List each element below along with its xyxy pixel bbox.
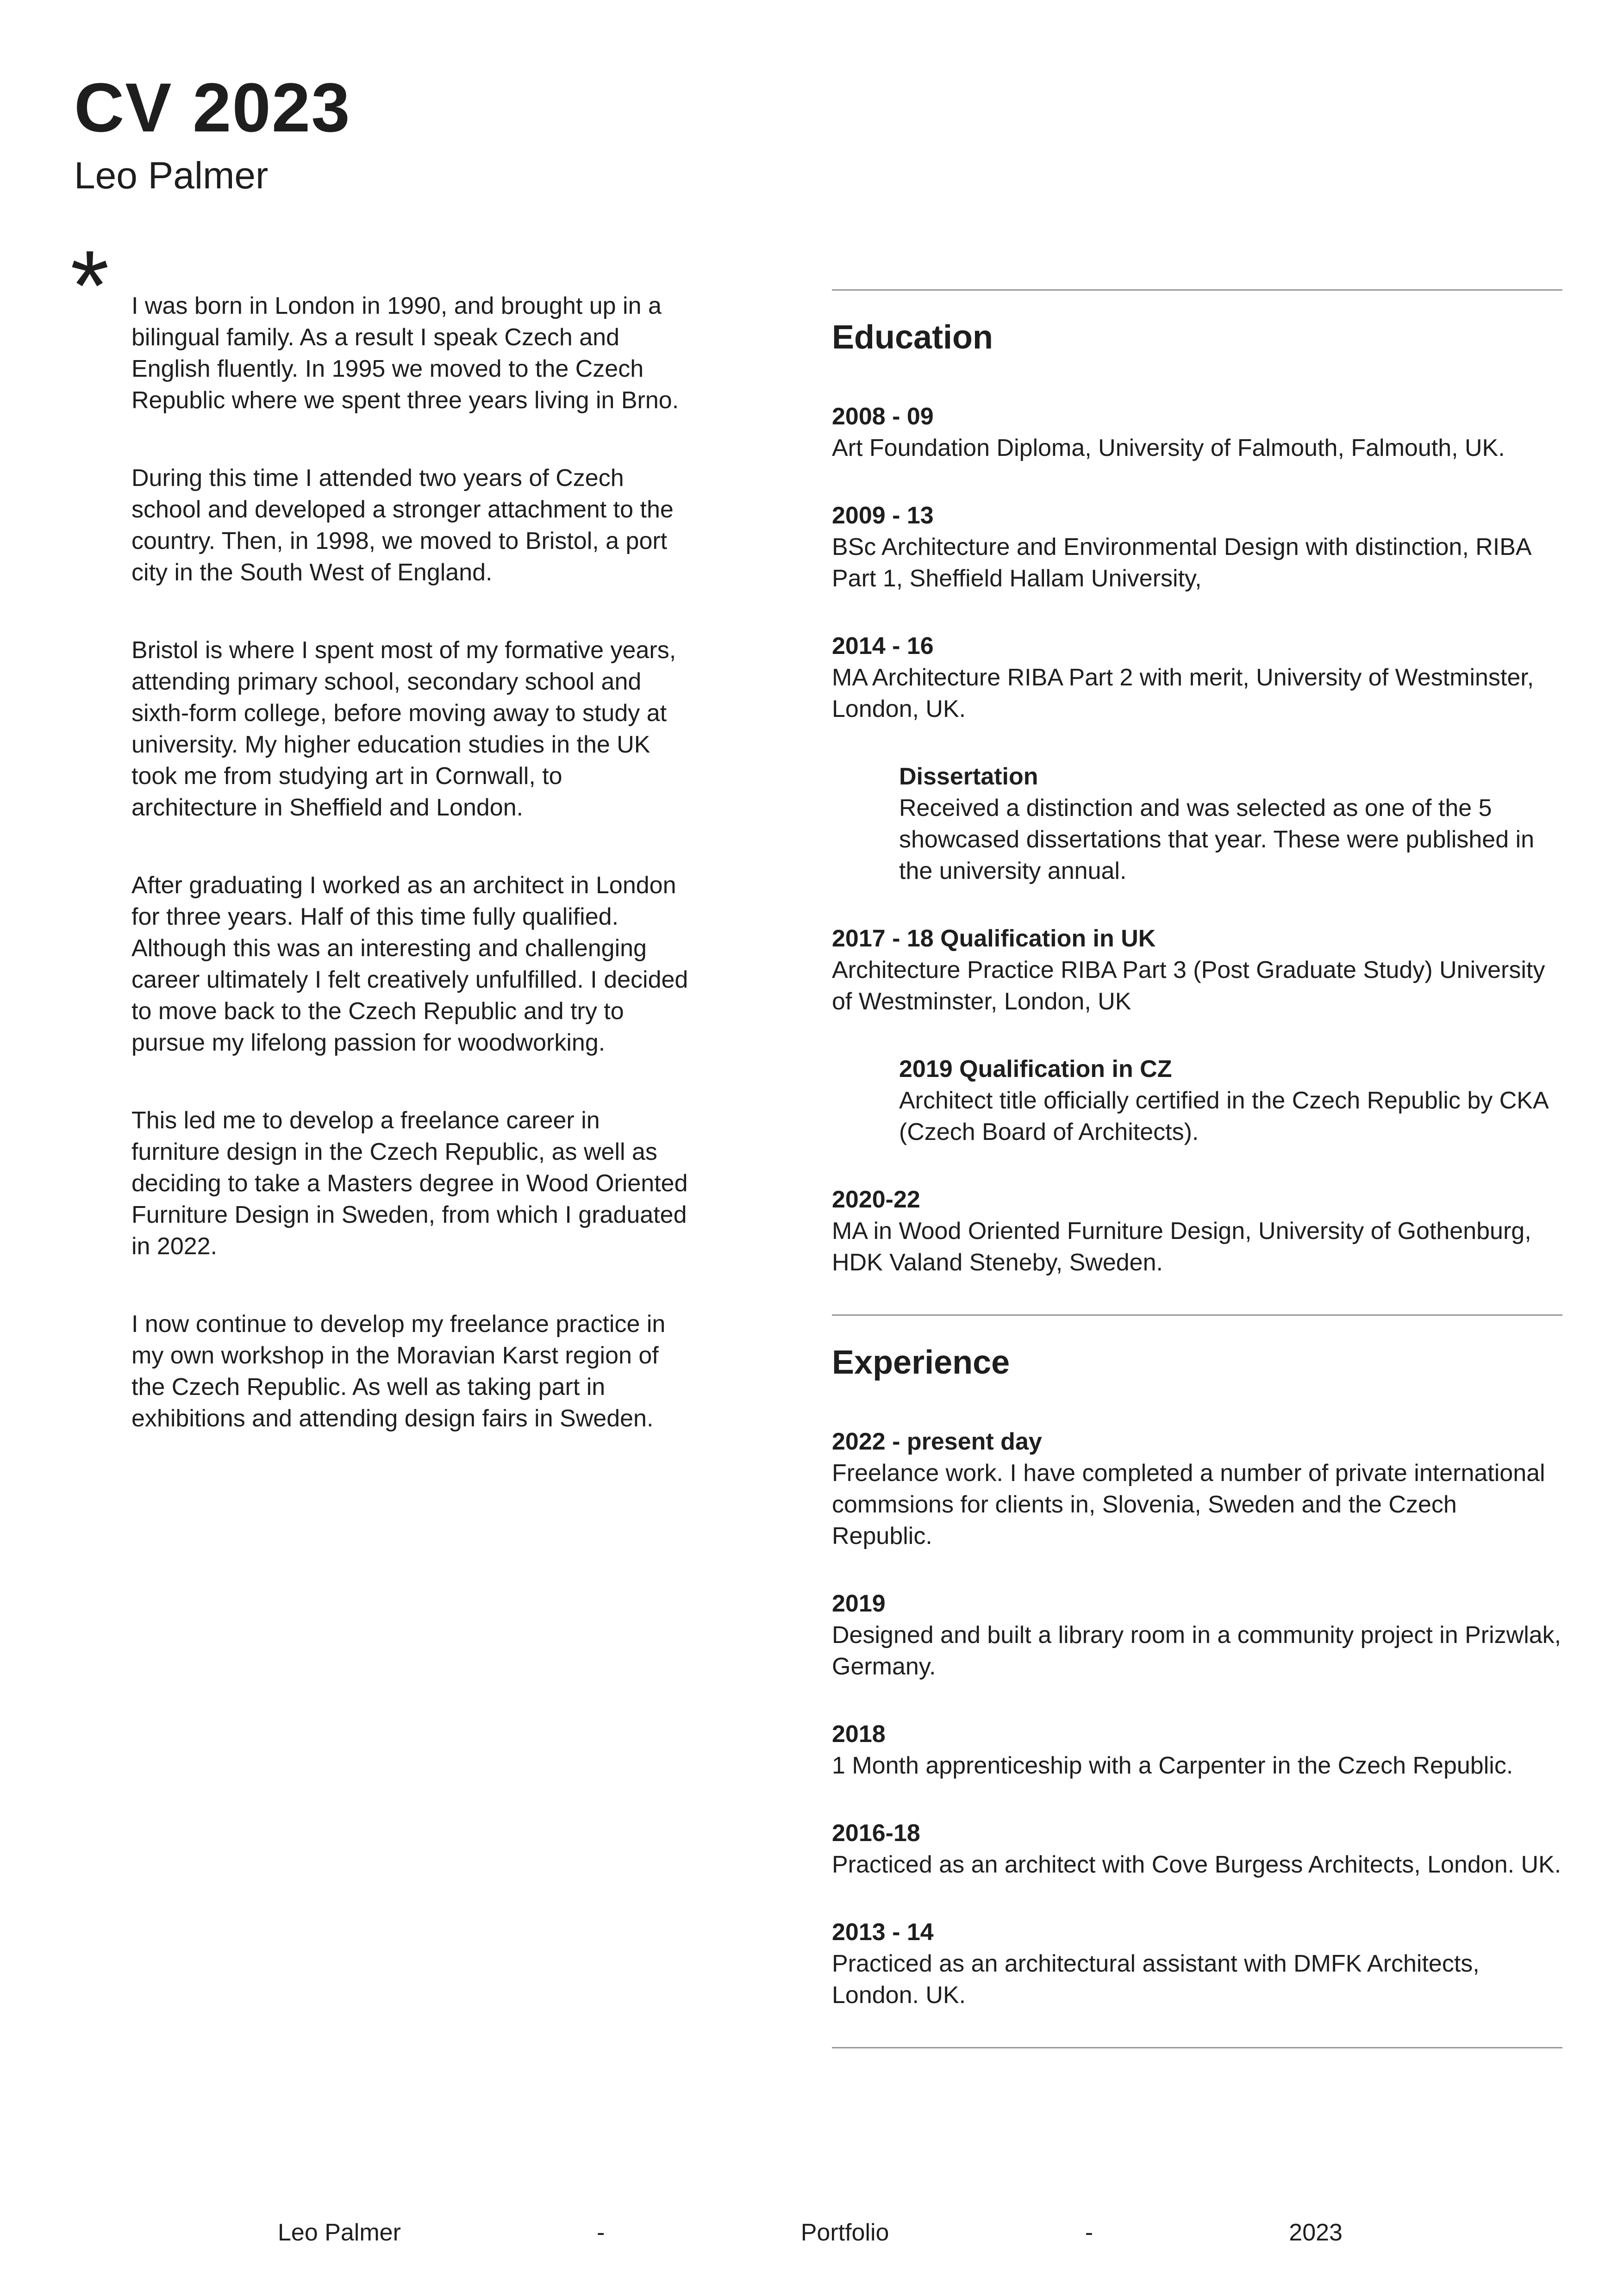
entry-description: MA in Wood Oriented Furniture Design, University of Gothenburg, HDK Valand Steneby, Sweden.: [832, 1217, 1531, 1276]
entry-period: 2008 - 09: [832, 403, 934, 430]
entry-period: 2016-18: [832, 1819, 920, 1847]
bio-paragraph: After graduating I worked as an architect in London for three years. Half of this time fully qualified. Although this was an interesting and challenging career ultimately I felt creatively unfulfilled. I decided to move back to the Czech Republic and try to pursue my lifelong passion for woodworking.: [131, 872, 688, 1057]
education-entries: [832, 401, 1562, 1278]
divider-middle: [832, 1314, 1562, 1316]
experience-entry: [832, 1817, 1562, 1880]
divider-bottom: [832, 2047, 1562, 2048]
entry-period: 2019 Qualification in CZ: [899, 1055, 1172, 1083]
footer: [278, 2217, 1343, 2248]
education-heading: Education: [832, 319, 993, 356]
entry-period: 2017 - 18 Qualification in UK: [832, 925, 1156, 952]
bio-section: [70, 230, 694, 1434]
footer-separator: -: [1085, 2219, 1093, 2246]
right-column: [832, 289, 1562, 2048]
footer-name: Leo Palmer: [278, 2219, 401, 2246]
entry-description: Received a distinction and was selected as one of the 5 showcased dissertations that year. These were published in the university annual.: [899, 794, 1535, 884]
education-entry: [832, 630, 1562, 725]
bio-paragraph: Bristol is where I spent most of my formative years, attending primary school, secondary school and sixth-form college, before moving away to study at university. My higher education studies in the UK took me from studying art in Cornwall, to architecture in Sheffield and London.: [131, 637, 676, 821]
experience-entries: [832, 1426, 1562, 2011]
education-entry: [832, 1184, 1562, 1278]
footer-separator: -: [597, 2219, 605, 2246]
left-column: [70, 68, 694, 1481]
entry-period: 2009 - 13: [832, 502, 934, 529]
education-entry: [832, 923, 1562, 1017]
entry-description: Architecture Practice RIBA Part 3 (Post Graduate Study) University of Westminster, London, UK: [832, 956, 1545, 1015]
experience-entry: [832, 1588, 1562, 1682]
experience-entry: [832, 1426, 1562, 1552]
bio-paragraph: I now continue to develop my freelance practice in my own workshop in the Moravian Karst region of the Czech Republic. As well as taking part in exhibitions and attending design fairs in Sweden.: [131, 1311, 666, 1432]
bio-paragraph: I was born in London in 1990, and brought up in a bilingual family. As a result I speak Czech and English fluently. In 1995 we moved to the Czech Republic where we spent three years living in Brno.: [131, 292, 679, 414]
experience-entry: [832, 1916, 1562, 2011]
education-entry: [899, 1053, 1562, 1148]
education-entry: [899, 761, 1562, 887]
footer-label: Portfolio: [800, 2219, 889, 2246]
education-entry: [832, 500, 1562, 594]
bio-paragraph: This led me to develop a freelance career in furniture design in the Czech Republic, as well as deciding to take a Masters degree in Wood Oriented Furniture Design in Sweden, from which I graduated in 2022.: [131, 1107, 688, 1260]
entry-period: 2019: [832, 1590, 886, 1617]
entry-period: 2022 - present day: [832, 1428, 1042, 1455]
asterisk-marker: *: [70, 230, 109, 342]
entry-period: 2013 - 14: [832, 1918, 934, 1946]
divider-top: [832, 289, 1562, 291]
entry-description: Practiced as an architectural assistant with DMFK Architects, London. UK.: [832, 1950, 1480, 2009]
entry-period: 2020-22: [832, 1186, 920, 1213]
entry-period: Dissertation: [899, 763, 1038, 790]
entry-description: MA Architecture RIBA Part 2 with merit, University of Westminster, London, UK.: [832, 664, 1534, 722]
bio-paragraphs: [131, 290, 694, 1434]
education-entry: [832, 401, 1562, 464]
bio-paragraph: During this time I attended two years of Czech school and developed a stronger attachment to the country. Then, in 1998, we moved to Bristol, a port city in the South West of England.: [131, 465, 674, 586]
author-name: Leo Palmer: [74, 155, 269, 197]
entry-description: Practiced as an architect with Cove Burgess Architects, London. UK.: [832, 1851, 1562, 1878]
entry-description: Freelance work. I have completed a number of private international commsions for clients in, Slovenia, Sweden and the Czech Republic.: [832, 1459, 1545, 1549]
entry-description: Architect title officially certified in the Czech Republic by CKA (Czech Board of Architects).: [899, 1087, 1548, 1145]
footer-year: 2023: [1289, 2219, 1343, 2246]
entry-description: Art Foundation Diploma, University of Falmouth, Falmouth, UK.: [832, 434, 1505, 461]
entry-description: BSc Architecture and Environmental Design with distinction, RIBA Part 1, Sheffield Hallam University,: [832, 533, 1530, 592]
experience-entry: [832, 1718, 1562, 1781]
entry-period: 2014 - 16: [832, 632, 934, 660]
page-title: CV 2023: [74, 68, 351, 146]
entry-period: 2018: [832, 1720, 886, 1748]
entry-description: Designed and built a library room in a community project in Prizwlak, Germany.: [832, 1621, 1562, 1680]
entry-description: 1 Month apprenticeship with a Carpenter in the Czech Republic.: [832, 1752, 1513, 1779]
experience-heading: Experience: [832, 1344, 1010, 1381]
